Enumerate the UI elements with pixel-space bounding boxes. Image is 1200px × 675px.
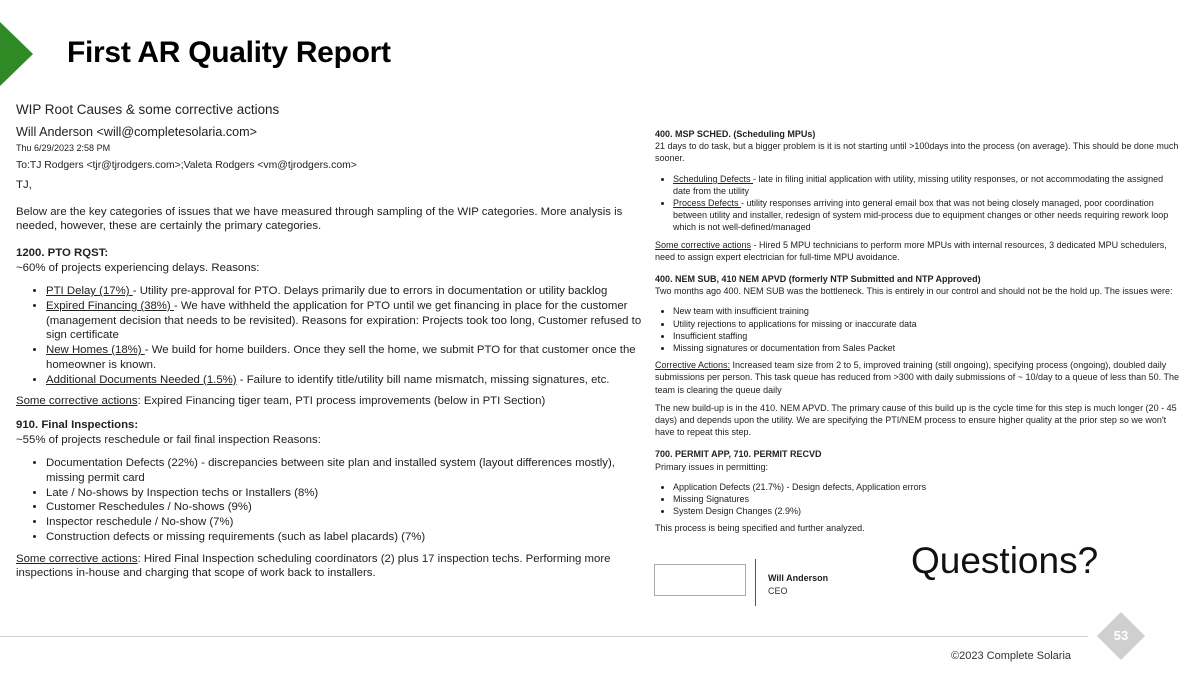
nem-issue-list [655, 305, 1183, 354]
permit-summary: Primary issues in permitting: [655, 461, 769, 472]
final-inspections-heading: 910. Final Inspections: [16, 418, 139, 431]
pto-reason-text: - We have withheld the application for PTO until we get financing in place for the customer (management decision that needs to be revisited). Reasons for expiration: Projects took too long, Customer refused to sign certificate [46, 300, 642, 342]
final-inspections-summary: ~55% of projects reschedule or fail final inspection Reasons: [16, 433, 321, 446]
signature-image-box [654, 564, 746, 596]
corrective-text: - Hired 5 MPU technicians to perform more MPUs with internal resources, 3 dedicated MPU schedulers, need to assign expert electrician for full-time MPU avoidance. [655, 239, 1167, 262]
corrective-label: Corrective Actions: [655, 360, 731, 371]
list-item: • Construction defects or missing requirements (such as label placards) (7%) [46, 530, 652, 545]
email-screenshot-continued [655, 128, 1183, 535]
pto-reason-term: Additional Documents Needed (1.5%) [46, 373, 237, 386]
final-corrective-actions [16, 552, 652, 581]
questions-callout: Questions? [911, 540, 1099, 581]
pto-reason-term: PTI Delay (17%) [46, 285, 133, 298]
list-item: • System Design Changes (2.9%) [673, 505, 1183, 517]
pto-reason-list [16, 284, 652, 387]
pto-reason-text: - Utility pre-approval for PTO. Delays primarily due to errors in documentation or utility backlog [132, 285, 608, 298]
corrective-text: : Hired Final Inspection scheduling coordinators (2) plus 17 inspection techs. Performing more inspections in-house and charging that scope of work back to installers. [16, 552, 611, 580]
list-item: • Application Defects (21.7%) - Design defects, Application errors [673, 481, 1183, 493]
corrective-label: Some corrective actions [16, 552, 138, 565]
pto-corrective-actions [16, 394, 652, 409]
email-date: Thu 6/29/2023 2:58 PM [16, 143, 111, 154]
email-subject: WIP Root Causes & some corrective actions [16, 102, 280, 117]
list-item: • Inspector reschedule / No-show (7%) [46, 515, 652, 530]
permit-closing: This process is being specified and further analyzed. [655, 523, 865, 534]
msp-heading: 400. MSP SCHED. (Scheduling MPUs) [655, 129, 816, 139]
corrective-text: Increased team size from 2 to 5, improved training (still ongoing), specifying process (ongoing), doubled daily submissions per person. This task queue has reduced from >300 with daily submissions of ~ 10/day to a queue of less than 50. The team is clearing the queue daily [655, 360, 1179, 395]
corrective-text: : Expired Financing tiger team, PTI process improvements (below in PTI Section) [137, 395, 546, 408]
email-greeting: TJ, [16, 178, 32, 191]
signature-title: CEO [768, 586, 788, 596]
nem-heading: 400. NEM SUB, 410 NEM APVD (formerly NTP Submitted and NTP Approved) [655, 274, 981, 285]
corrective-label: Some corrective actions [16, 395, 138, 408]
msp-summary: 21 days to do task, but a bigger problem is it is not starting until >100days into the process (on average). This should be done much sooner. [655, 141, 1179, 164]
footer-divider [0, 636, 1088, 637]
msp-defect-term: Scheduling Defects [673, 173, 754, 184]
msp-corrective-actions [655, 239, 1183, 263]
pto-heading: 1200. PTO RQST: [16, 246, 109, 259]
list-item [46, 343, 652, 372]
list-item: • Insufficient staffing [673, 330, 1183, 342]
permit-heading: 700. PERMIT APP, 710. PERMIT RECVD [655, 449, 822, 460]
pto-reason-text: - Failure to identify title/utility bill name mismatch, missing signatures, etc. [236, 373, 610, 386]
email-from: Will Anderson <will@completesolaria.com> [16, 124, 257, 139]
page-number: 53 [1113, 628, 1129, 643]
list-item: • Missing signatures or documentation from Sales Packet [673, 342, 1183, 354]
permit-issue-list [655, 481, 1183, 518]
slide-title: First AR Quality Report [67, 36, 391, 69]
list-item: • New team with insufficient training [673, 305, 1183, 317]
list-item: • Utility rejections to applications for missing or inaccurate data [673, 318, 1183, 330]
email-intro: Below are the key categories of issues that we have measured through sampling of the WIP categories. More analysis is needed, however, these are certainly the primary categories. [16, 205, 623, 233]
nem-note: The new build-up is in the 410. NEM APVD. The primary cause of this build up is the cycle time for this step is much longer (20 - 45 days) and depends upon the utility. We are specifying the PTI/NEM process to ensure higher quality at the prior step so we won't have to repeat this step. [655, 402, 1177, 438]
pto-reason-term: Expired Financing (38%) [46, 300, 174, 313]
msp-defect-term: Process Defects [673, 198, 742, 209]
copyright-footer: ©2023 Complete Solaria [951, 650, 1072, 662]
signature-divider [755, 559, 756, 606]
list-item [46, 299, 652, 343]
signature-name: Will Anderson [768, 573, 829, 583]
list-item: • Customer Reschedules / No-shows (9%) [46, 500, 652, 515]
accent-triangle [0, 22, 33, 86]
list-item: • Documentation Defects (22%) - discrepancies between site plan and installed system (layout differences mostly), missing permit card [46, 456, 652, 485]
msp-defect-text: - late in filing initial application with utility, missing utility responses, or not accommodating the assigned date from the utility [673, 173, 1164, 196]
list-item: • Late / No-shows by Inspection techs or Installers (8%) [46, 486, 652, 501]
nem-summary: Two months ago 400. NEM SUB was the bottleneck. This is entirely in our control and should not be the hold up. The issues were: [655, 286, 1173, 297]
pto-summary: ~60% of projects experiencing delays. Reasons: [16, 261, 260, 274]
list-item [673, 173, 1183, 197]
pto-reason-term: New Homes (18%) [46, 344, 145, 357]
list-item [46, 373, 652, 388]
final-inspections-list [16, 456, 652, 544]
msp-defect-text: - utility responses arriving into general email box that was not being closely managed, poor coordination between utility and installer, redesign of system mid-process due to equipment changes or other needs requiring rework loop which is not well-defined/managed [673, 198, 1169, 233]
list-item [46, 284, 652, 299]
list-item: • Missing Signatures [673, 493, 1183, 505]
nem-corrective-actions [655, 359, 1183, 396]
email-screenshot-main [16, 103, 652, 581]
corrective-label: Some corrective actions [655, 239, 752, 250]
email-recipients: To:TJ Rodgers <tjr@tjrodgers.com>;Valeta Rodgers <vm@tjrodgers.com> [16, 160, 357, 172]
pto-reason-text: - We build for home builders. Once they sell the home, we submit PTO for that customer once the homeowner is known. [46, 344, 636, 371]
list-item [673, 197, 1183, 234]
msp-defect-list [655, 173, 1183, 234]
